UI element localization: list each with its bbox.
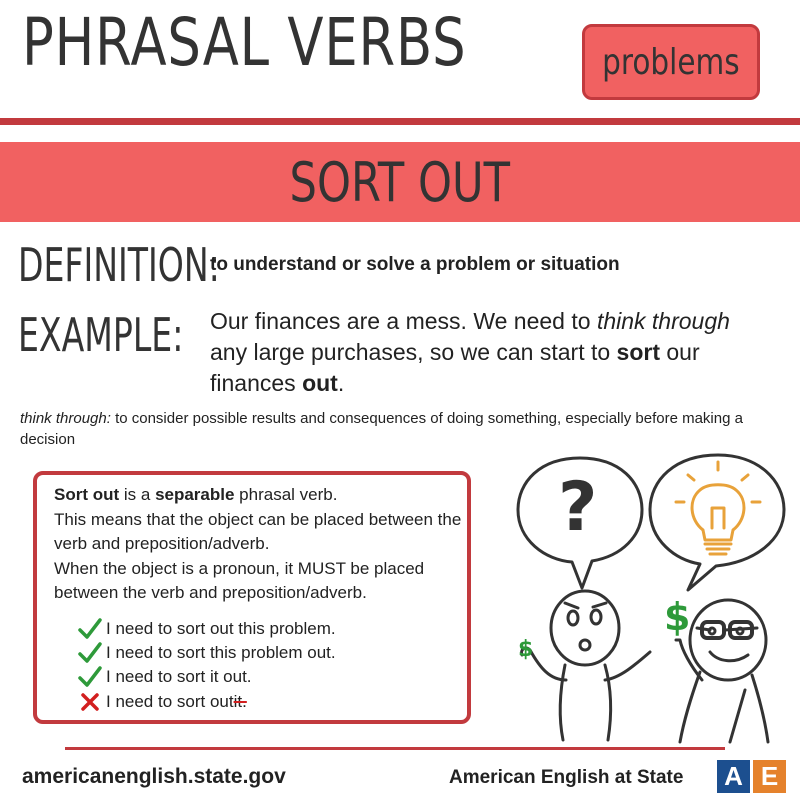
cross-icon — [78, 691, 102, 713]
example-correct-1 — [78, 618, 336, 640]
example-phrase-italic: think through — [596, 308, 730, 334]
lightbulb-icon — [676, 462, 760, 554]
thought-bubble-right — [650, 455, 784, 590]
example-text-part: . — [337, 370, 345, 396]
category-badge — [582, 24, 760, 100]
note-term: think through: — [20, 410, 111, 427]
divider — [0, 118, 800, 125]
example-text-part: our finances — [210, 339, 700, 396]
grammar-line — [54, 483, 464, 508]
grammar-line: This means that the object can be placed between the verb and preposition/adverb. — [54, 509, 462, 553]
example-verb-bold: sort — [616, 339, 660, 365]
example-text — [210, 306, 770, 399]
definition-label: DEFINITION: — [18, 238, 220, 292]
logo-a-icon: A — [717, 760, 750, 793]
example-correct-3 — [78, 666, 252, 688]
verb-title: SORT OUT — [289, 150, 511, 214]
dollar-sign-left: $ — [518, 637, 534, 662]
example-text-part: Our finances are a mess. We need to — [210, 308, 597, 334]
question-mark: ? — [558, 468, 598, 547]
grammar-text: phrasal verb. — [234, 485, 338, 504]
example-label: EXAMPLE: — [18, 308, 184, 362]
example-correct-2 — [78, 642, 336, 664]
check-icon — [78, 642, 102, 664]
footer-brand: American English at State — [449, 767, 684, 788]
grammar-explanation — [54, 483, 464, 606]
example-sentence: I need to sort this problem out. — [106, 643, 336, 662]
struck-word: it. — [233, 692, 247, 711]
grammar-line: When the object is a pronoun, it MUST be placed between the verb and preposition/adverb. — [54, 558, 425, 602]
grammar-text: is a — [119, 485, 156, 504]
example-sentence: I need to sort out this problem. — [106, 619, 336, 638]
logo-e-icon: E — [753, 760, 786, 793]
note-definition: to consider possible results and consequences of doing something, especially before making a decision — [20, 410, 743, 448]
footer-url: americanenglish.state.gov — [22, 765, 286, 788]
check-icon — [78, 618, 102, 640]
verb-banner-text-wrap — [0, 142, 800, 222]
grammar-bold: Sort out — [54, 485, 120, 504]
category-badge-label: problems — [602, 41, 740, 83]
grammar-bold: separable — [155, 485, 235, 504]
definition-text: to understand or solve a problem or situation — [210, 254, 620, 275]
figure-left — [522, 591, 650, 740]
check-icon — [78, 666, 102, 688]
dollar-sign-right: $ — [664, 595, 691, 639]
example-particle-bold: out — [302, 370, 338, 396]
footer-divider — [65, 747, 725, 750]
vocabulary-note — [20, 408, 780, 450]
example-text-part: any large purchases, so we can start to — [210, 339, 617, 365]
page-title: PHRASAL VERBS — [22, 4, 467, 81]
example-incorrect — [78, 691, 247, 713]
stick-figures-illustration — [490, 448, 800, 748]
example-sentence: I need to sort out — [106, 692, 234, 711]
example-sentence: I need to sort it out. — [106, 667, 252, 686]
